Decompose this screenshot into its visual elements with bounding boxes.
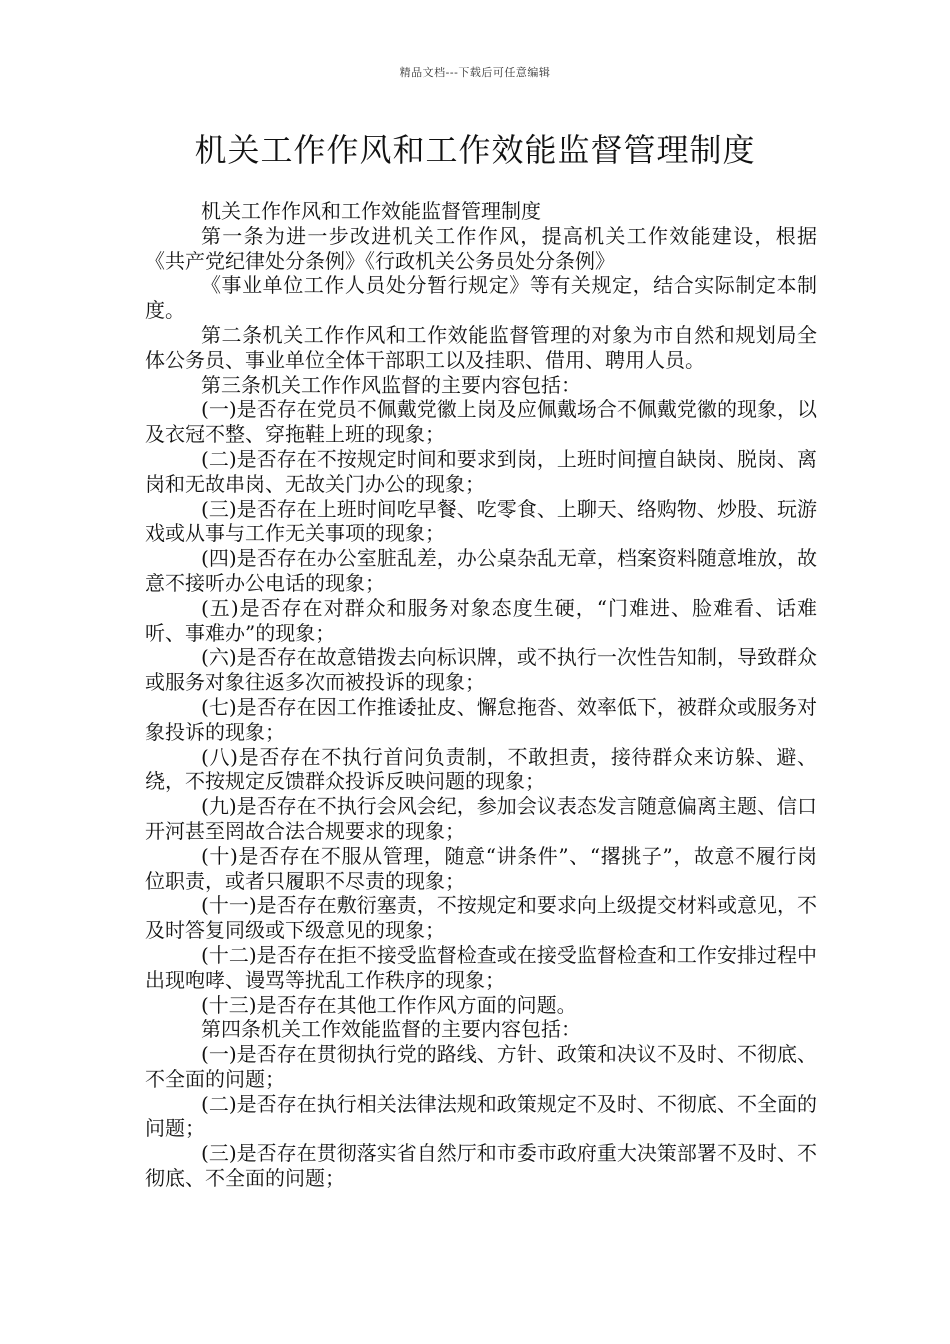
paragraph: (六)是否存在故意错拨去向标识牌，或不执行一次性告知制，导致群众或服务对象往返多次而被投诉的现象；: [145, 645, 817, 695]
paragraph: (十一)是否存在敷衍塞责，不按规定和要求向上级提交材料或意见，不及时答复同级或下级意见的现象；: [145, 893, 817, 943]
paragraph: 第三条机关工作作风监督的主要内容包括：: [201, 372, 581, 397]
paragraph: (八)是否存在不执行首问负责制，不敢担责，接待群众来访躲、避、绕，不按规定反馈群众投诉反映问题的现象；: [145, 744, 817, 794]
paragraph: (十三)是否存在其他工作作风方面的问题。: [201, 992, 577, 1017]
document-title: 机关工作作风和工作效能监督管理制度: [194, 131, 756, 169]
paragraph: (九)是否存在不执行会风会纪，参加会议表态发言随意偏离主题、信口开河甚至罔故合法合规要求的现象；: [145, 794, 817, 843]
paragraph: (一)是否存在贯彻执行党的路线、方针、政策和决议不及时、不彻底、不全面的问题；: [145, 1042, 817, 1091]
paragraph: 《事业单位工作人员处分暂行规定》等有关规定，结合实际制定本制度。: [145, 273, 817, 323]
paragraph: (三)是否存在贯彻落实省自然厅和市委市政府重大决策部署不及时、不彻底、不全面的问题；: [145, 1141, 817, 1191]
paragraph: (七)是否存在因工作推诿扯皮、懈怠拖沓、效率低下，被群众或服务对象投诉的现象；: [145, 694, 817, 744]
paragraph: 第四条机关工作效能监督的主要内容包括：: [201, 1017, 581, 1042]
paragraph: (五)是否存在对群众和服务对象态度生硬，“门难进、脸难看、话难听、事难办”的现象；: [145, 595, 817, 645]
header-note: 精品文档---下载后可任意编辑: [399, 66, 551, 79]
paragraph: (三)是否存在上班时间吃早餐、吃零食、上聊天、络购物、炒股、玩游戏或从事与工作无关事项的现象；: [145, 496, 817, 546]
paragraph: 第二条机关工作作风和工作效能监督管理的对象为市自然和规划局全体公务员、事业单位全体干部职工以及挂职、借用、聘用人员。: [145, 322, 817, 372]
paragraph: (二)是否存在不按规定时间和要求到岗，上班时间擅自缺岗、脱岗、离岗和无故串岗、无故关门办公的现象；: [145, 446, 817, 496]
paragraph: (二)是否存在执行相关法律法规和政策规定不及时、不彻底、不全面的问题；: [145, 1091, 817, 1141]
paragraph: (一)是否存在党员不佩戴党徽上岗及应佩戴场合不佩戴党徽的现象，以及衣冠不整、穿拖鞋上班的现象；: [145, 397, 817, 447]
paragraph: (十二)是否存在拒不接受监督检查或在接受监督检查和工作安排过程中出现咆哮、谩骂等扰乱工作秩序的现象；: [145, 942, 817, 992]
paragraph: 机关工作作风和工作效能监督管理制度: [201, 199, 541, 223]
paragraph: 第一条为进一步改进机关工作作风，提高机关工作效能建设，根据《共产党纪律处分条例》《行政机关公务员处分条例》: [145, 223, 817, 273]
paragraph: (四)是否存在办公室脏乱差，办公桌杂乱无章，档案资料随意堆放，故意不接听办公电话的现象；: [145, 546, 817, 595]
document-body: [145, 199, 817, 1191]
paragraph: (十)是否存在不服从管理，随意“讲条件”、“撂挑子”，故意不履行岗位职责，或者只履职不尽责的现象；: [145, 843, 817, 893]
